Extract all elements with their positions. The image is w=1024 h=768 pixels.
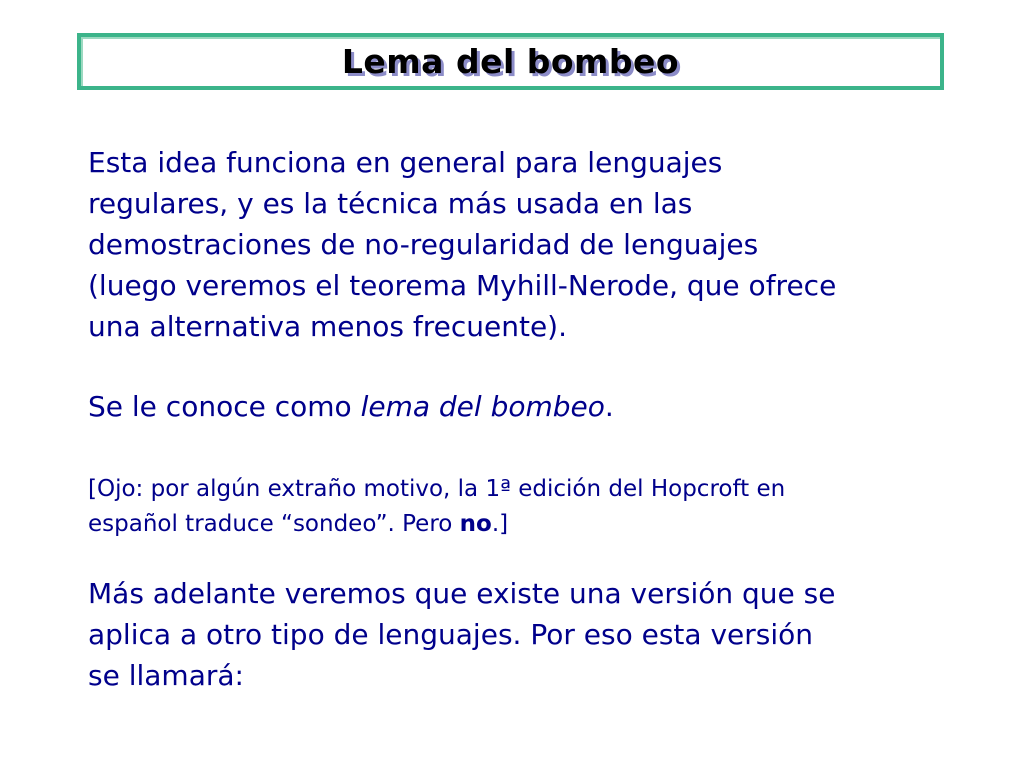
paragraph-outro-line-3: se llamará: [88,659,244,692]
paragraph-intro-line-3: demostraciones de no-regularidad de lenguajes [88,228,759,261]
paragraph-name-prefix: Se le conoce como [88,390,361,423]
paragraph-intro-line-2: regulares, y es la técnica más usada en las [88,187,693,220]
paragraph-note-line-2-suffix: .] [491,511,509,537]
paragraph-outro [88,573,968,696]
title-box [77,33,944,90]
paragraph-intro [88,142,968,347]
paragraph-outro-line-2: aplica a otro tipo de lenguajes. Por eso esta versión [88,618,814,651]
paragraph-intro-line-5: una alternativa menos frecuente). [88,310,567,343]
paragraph-intro-line-1: Esta idea funciona en general para lenguajes [88,146,723,179]
term-lema-del-bombeo: lema del bombeo [360,390,605,423]
paragraph-name-suffix: . [604,390,614,423]
slide-title: Lema del bombeo [341,42,680,81]
paragraph-name [88,386,968,427]
paragraph-note-line-2-prefix: español traduce “sondeo”. Pero [88,511,460,537]
paragraph-outro-line-1: Más adelante veremos que existe una versión que se [88,577,836,610]
paragraph-name-line [88,386,968,427]
paragraph-intro-line-4: (luego veremos el teorema Myhill-Nerode, que ofrece [88,269,837,302]
emphasis-no: no [459,511,492,537]
paragraph-note-line-2 [88,507,968,542]
paragraph-note [88,472,968,542]
paragraph-note-line-1: [Ojo: por algún extraño motivo, la 1ª edición del Hopcroft en [88,476,786,502]
